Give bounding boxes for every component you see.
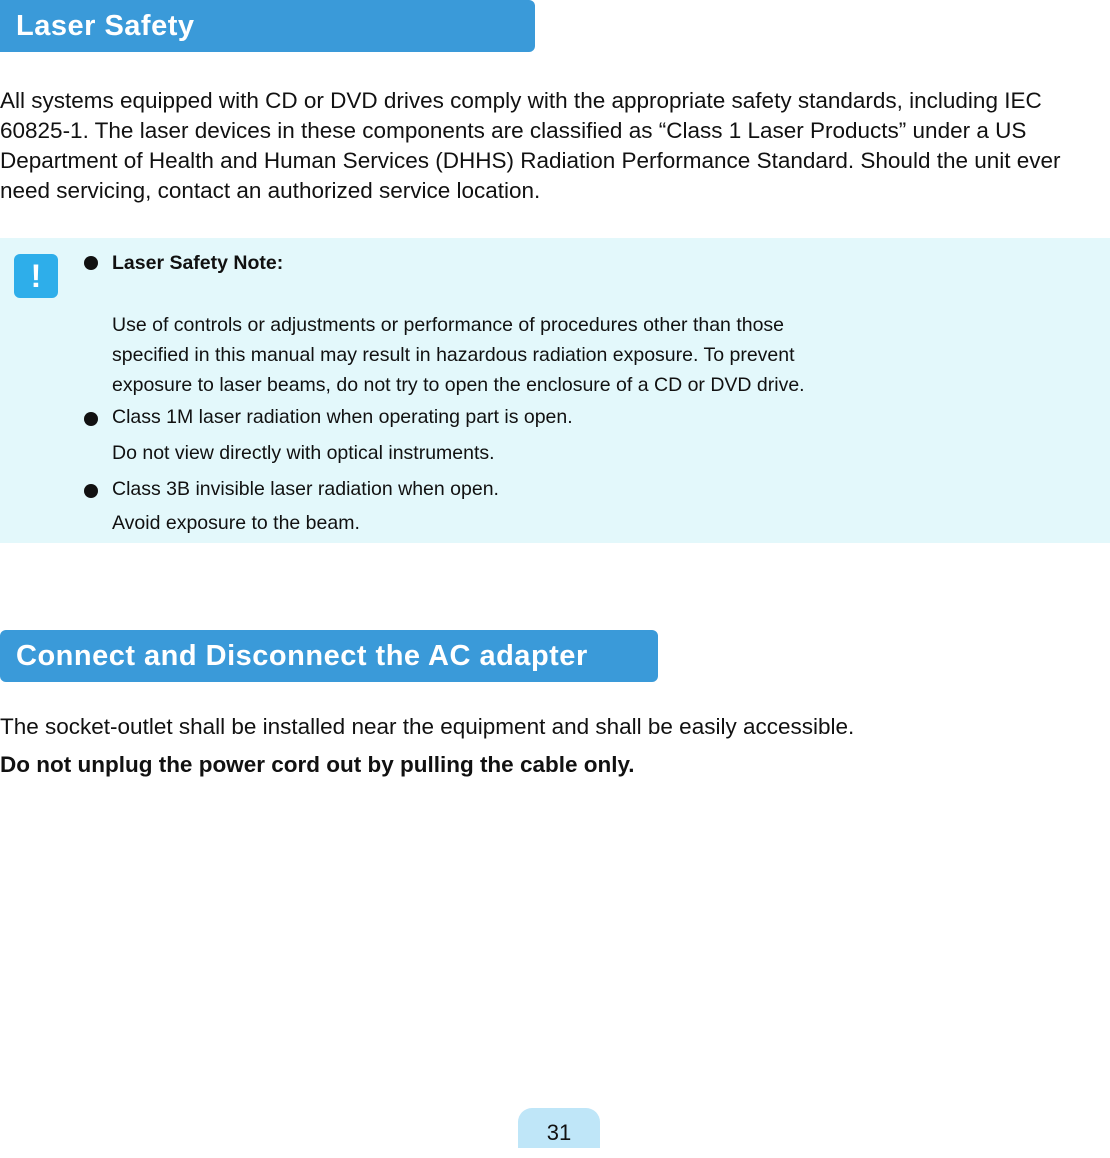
note-line: exposure to laser beams, do not try to open the enclosure of a CD or DVD drive. (112, 374, 805, 396)
note-heading: Laser Safety Note: (112, 252, 284, 274)
ac-adapter-paragraph: The socket-outlet shall be installed near the equipment and shall be easily accessible. (0, 714, 855, 739)
note-line: Avoid exposure to the beam. (112, 512, 360, 534)
laser-safety-note-box (0, 238, 1110, 543)
warning-icon: ! (14, 254, 58, 298)
section-title-laser-safety: Laser Safety (0, 0, 535, 52)
page-number: 31 (518, 1108, 600, 1148)
note-line: Do not view directly with optical instruments. (112, 442, 495, 464)
note-line: specified in this manual may result in hazardous radiation exposure. To prevent (112, 344, 795, 366)
note-line: Use of controls or adjustments or performance of procedures other than those (112, 314, 785, 336)
section-title-ac-adapter: Connect and Disconnect the AC adapter (0, 630, 658, 682)
laser-safety-paragraph: All systems equipped with CD or DVD drives comply with the appropriate safety standards, including IEC 60825-1. The laser devices in these components are classified as “Class 1 Laser Products” under a US Department of Health and Human Services (DHHS) Radiation Performance Standard. Should the unit ever need servicing, contact an authorized service location. (0, 88, 1061, 203)
note-line: Class 1M laser radiation when operating part is open. (112, 406, 573, 428)
bullet-icon (84, 256, 98, 270)
note-line: Class 3B invisible laser radiation when open. (112, 478, 499, 500)
bullet-icon (84, 412, 98, 426)
ac-adapter-warning: Do not unplug the power cord out by pulling the cable only. (0, 752, 635, 777)
bullet-icon (84, 484, 98, 498)
